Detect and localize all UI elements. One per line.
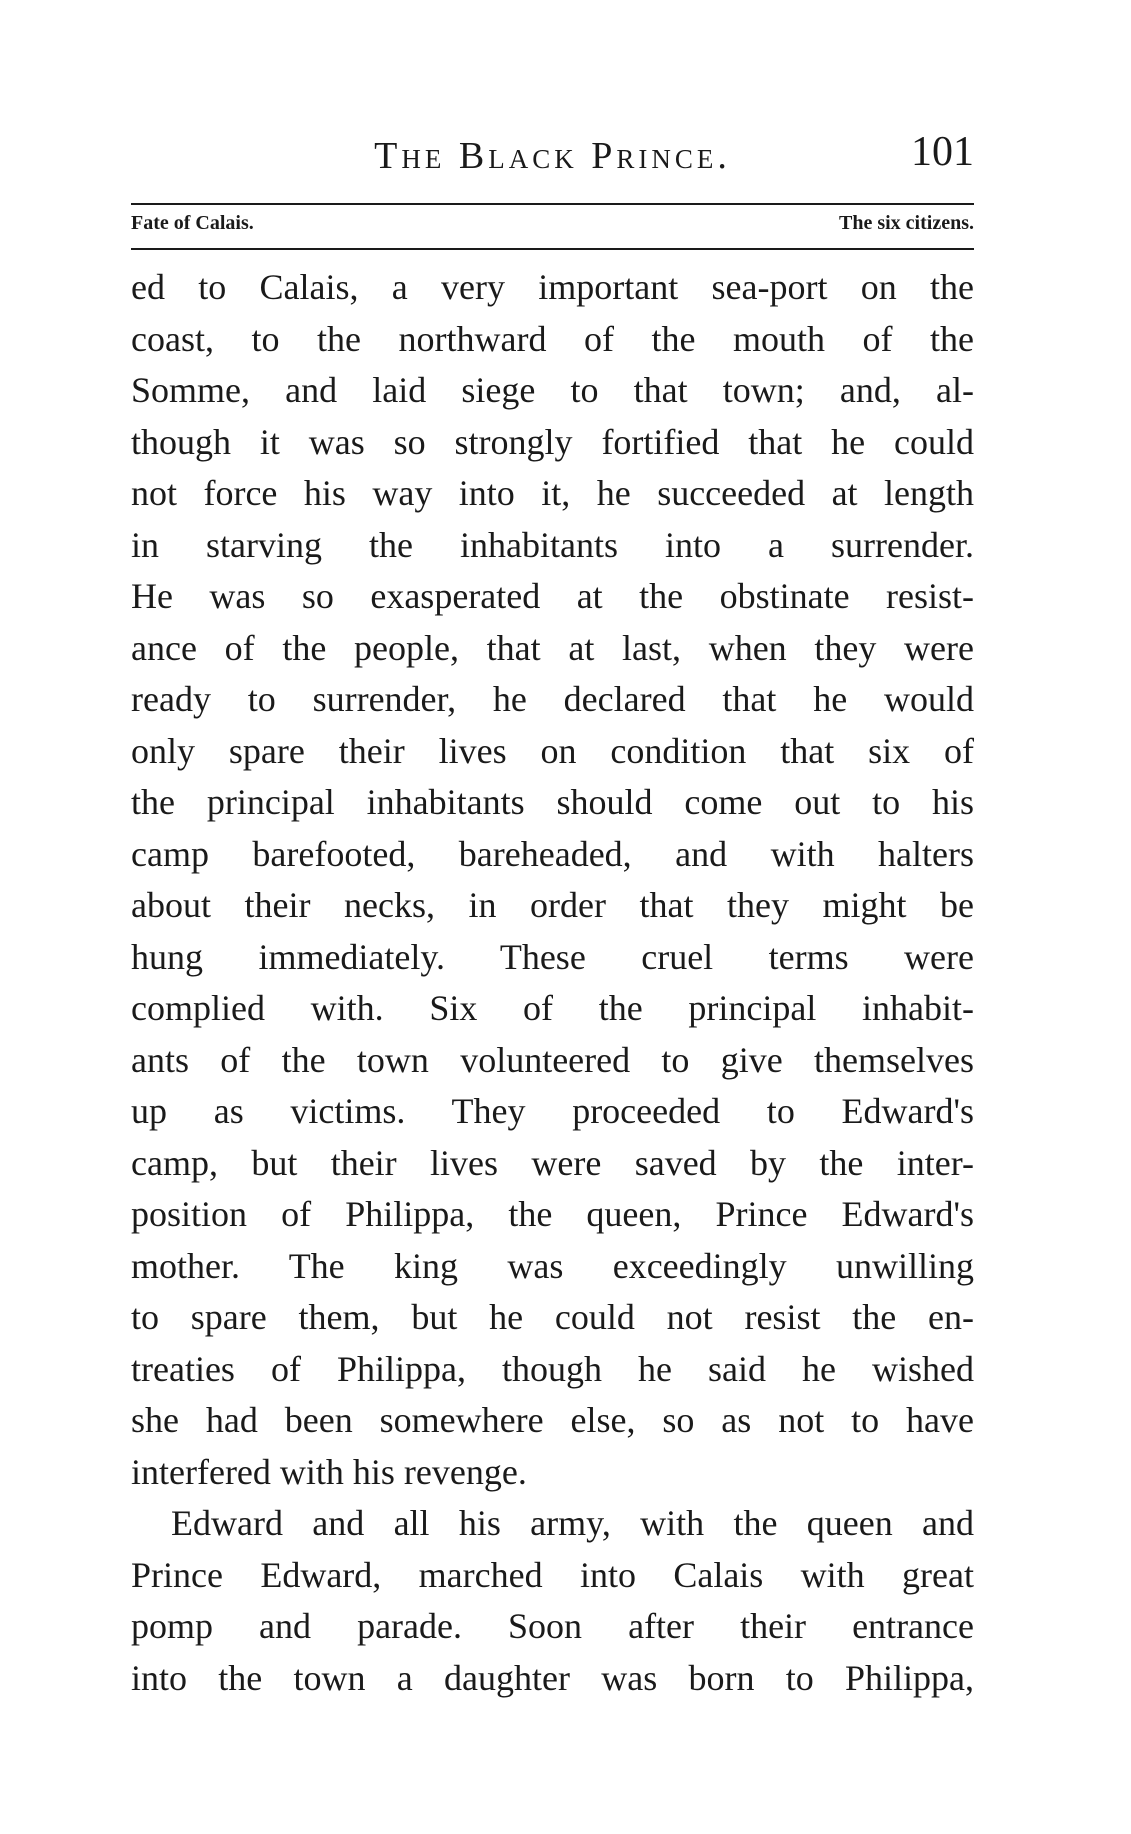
subhead-right: The six citizens. (839, 212, 974, 234)
text-line: hung immediately. These cruel terms were (131, 936, 974, 977)
page-number: 101 (911, 129, 974, 175)
text-line: camp, but their lives were saved by the inter- (131, 1142, 974, 1183)
text-line: up as victims. They proceeded to Edward's (131, 1091, 974, 1131)
text-line: about their necks, in order that they might be (131, 885, 974, 925)
body-text (131, 262, 974, 1704)
text-line: Prince Edward, marched into Calais with great (131, 1554, 974, 1595)
running-head (131, 128, 974, 188)
header-rule-bottom (131, 248, 974, 250)
text-line: the principal inhabitants should come out to his (131, 782, 974, 822)
text-line: camp barefooted, bareheaded, and with halters (131, 833, 974, 874)
text-line: mother. The king was exceedingly unwilling (131, 1245, 974, 1286)
paragraph-2 (131, 1498, 974, 1704)
text-line: position of Philippa, the queen, Prince Edward's (131, 1194, 974, 1234)
subhead-row (131, 212, 974, 242)
text-line: she had been somewhere else, so as not to have (131, 1400, 974, 1440)
text-line: ready to surrender, he declared that he would (131, 679, 974, 719)
text-line: Edward and all his army, with the queen and (171, 1503, 974, 1543)
text-line: Somme, and laid siege to that town; and, al- (131, 370, 974, 410)
text-line: pomp and parade. Soon after their entrance (131, 1606, 974, 1646)
text-line: to spare them, but he could not resist the en- (131, 1297, 974, 1337)
text-line: into the town a daughter was born to Philippa, (131, 1657, 974, 1698)
text-line: ed to Calais, a very important sea-port on the (131, 267, 974, 307)
paragraph-1 (131, 262, 974, 1498)
text-line: interfered with his revenge. (131, 1451, 527, 1492)
subhead-left: Fate of Calais. (131, 212, 254, 234)
text-line: He was so exasperated at the obstinate resist- (131, 576, 974, 616)
text-line: though it was so strongly fortified that he could (131, 421, 974, 462)
text-line: coast, to the northward of the mouth of the (131, 318, 974, 359)
text-line: not force his way into it, he succeeded at length (131, 473, 974, 513)
text-line: treaties of Philippa, though he said he wished (131, 1348, 974, 1389)
text-line: ants of the town volunteered to give themselves (131, 1039, 974, 1080)
header-rule-top (131, 203, 974, 205)
text-line: ance of the people, that at last, when they were (131, 627, 974, 668)
text-line: only spare their lives on condition that six of (131, 730, 974, 771)
text-line: complied with. Six of the principal inhabit- (131, 988, 974, 1028)
text-line: in starving the inhabitants into a surrender. (131, 524, 974, 565)
book-title: The Black Prince. (374, 135, 731, 177)
